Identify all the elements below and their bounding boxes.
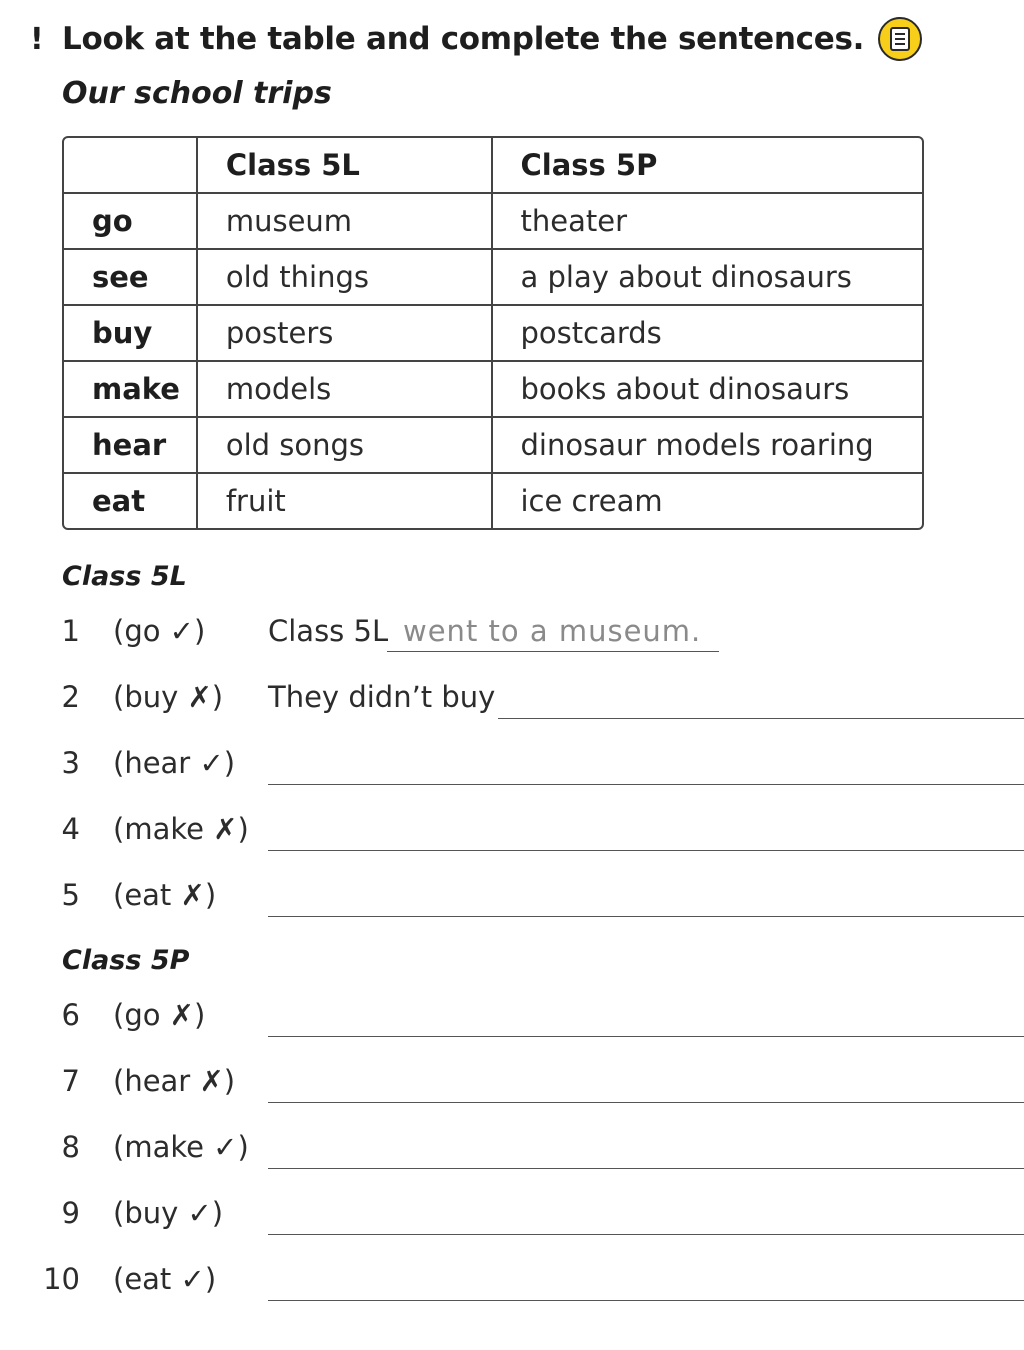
answer-input[interactable] [268, 746, 1024, 785]
table-row [64, 418, 922, 474]
header-class-5l: Class 5L [198, 138, 493, 194]
item-number: 7 [61, 1064, 80, 1098]
item-cue: (go ✓) [113, 614, 206, 648]
exercise-number: ! [30, 21, 44, 57]
item-prompt: They didn’t buy [268, 680, 496, 714]
item-number: 1 [61, 614, 80, 648]
class-5l-cell: fruit [198, 474, 493, 528]
item-number: 4 [61, 812, 80, 846]
answer-input[interactable] [268, 998, 1024, 1037]
answer-input[interactable] [268, 812, 1024, 851]
header-empty [64, 138, 198, 194]
exercise-item-5 [0, 868, 1024, 928]
exercise-item-8 [0, 1120, 1024, 1180]
class-5l-cell: old things [198, 250, 493, 306]
exercise-item-2 [0, 670, 1024, 730]
table-row [64, 362, 922, 418]
item-cue: (buy ✓) [113, 1196, 224, 1230]
section-title-class-5p: Class 5P [62, 945, 190, 976]
item-cue: (eat ✓) [113, 1262, 217, 1296]
table-caption: Our school trips [62, 76, 332, 111]
item-number: 6 [61, 998, 80, 1032]
item-cue: (hear ✓) [113, 746, 236, 780]
verb-cell: see [64, 250, 198, 306]
exercise-item-7 [0, 1054, 1024, 1114]
exercise-item-9 [0, 1186, 1024, 1246]
class-5p-cell: theater [493, 194, 923, 250]
item-cue: (make ✗) [113, 812, 249, 846]
item-number: 3 [61, 746, 80, 780]
class-5p-cell: dinosaur models roaring [493, 418, 923, 474]
class-5p-cell: a play about dinosaurs [493, 250, 923, 306]
verb-cell: make [64, 362, 198, 418]
item-cue: (make ✓) [113, 1130, 249, 1164]
exercise-item-10 [0, 1252, 1024, 1312]
item-cue: (go ✗) [113, 998, 206, 1032]
table-row [64, 250, 922, 306]
table-row [64, 306, 922, 362]
item-prompt: Class 5L [268, 614, 389, 648]
class-5p-cell: ice cream [520, 484, 663, 518]
exercise-header [30, 14, 922, 64]
answer-input[interactable] [268, 878, 1024, 917]
answer-input[interactable] [268, 1196, 1024, 1235]
verb-cell: hear [64, 418, 198, 474]
item-number: 8 [61, 1130, 80, 1164]
answer-input[interactable] [268, 1262, 1024, 1301]
answer-input[interactable] [268, 1130, 1024, 1169]
class-5l-cell: posters [198, 306, 493, 362]
verb-cell: eat [64, 474, 198, 528]
class-5l-cell: models [198, 362, 493, 418]
table-row [64, 194, 922, 250]
exercise-item-1 [0, 604, 1024, 664]
item-cue: (buy ✗) [113, 680, 224, 714]
section-title-class-5l: Class 5L [62, 561, 187, 592]
class-5p-cell: postcards [493, 306, 923, 362]
answer-input[interactable]: went to a museum. [387, 614, 719, 652]
item-cue: (hear ✗) [113, 1064, 236, 1098]
exercise-item-3 [0, 736, 1024, 796]
table-row [64, 474, 922, 528]
answer-input[interactable] [268, 1064, 1024, 1103]
exercise-item-4 [0, 802, 1024, 862]
item-number: 10 [43, 1262, 80, 1296]
class-5l-cell: museum [198, 194, 493, 250]
instruction-text: Look at the table and complete the sentences. [62, 21, 865, 57]
item-cue: (eat ✗) [113, 878, 217, 912]
verb-cell: go [64, 194, 198, 250]
exercise-item-6 [0, 988, 1024, 1048]
class-5p-cell: books about dinosaurs [493, 362, 923, 418]
item-number: 9 [61, 1196, 80, 1230]
notebook-icon [878, 17, 922, 61]
school-trips-table [62, 136, 924, 530]
table-header-row [64, 138, 922, 194]
item-number: 2 [61, 680, 80, 714]
class-5l-cell: old songs [198, 418, 493, 474]
verb-cell: buy [64, 306, 198, 362]
header-class-5p: Class 5P [493, 138, 923, 194]
item-number: 5 [61, 878, 80, 912]
answer-input[interactable] [498, 680, 1024, 719]
